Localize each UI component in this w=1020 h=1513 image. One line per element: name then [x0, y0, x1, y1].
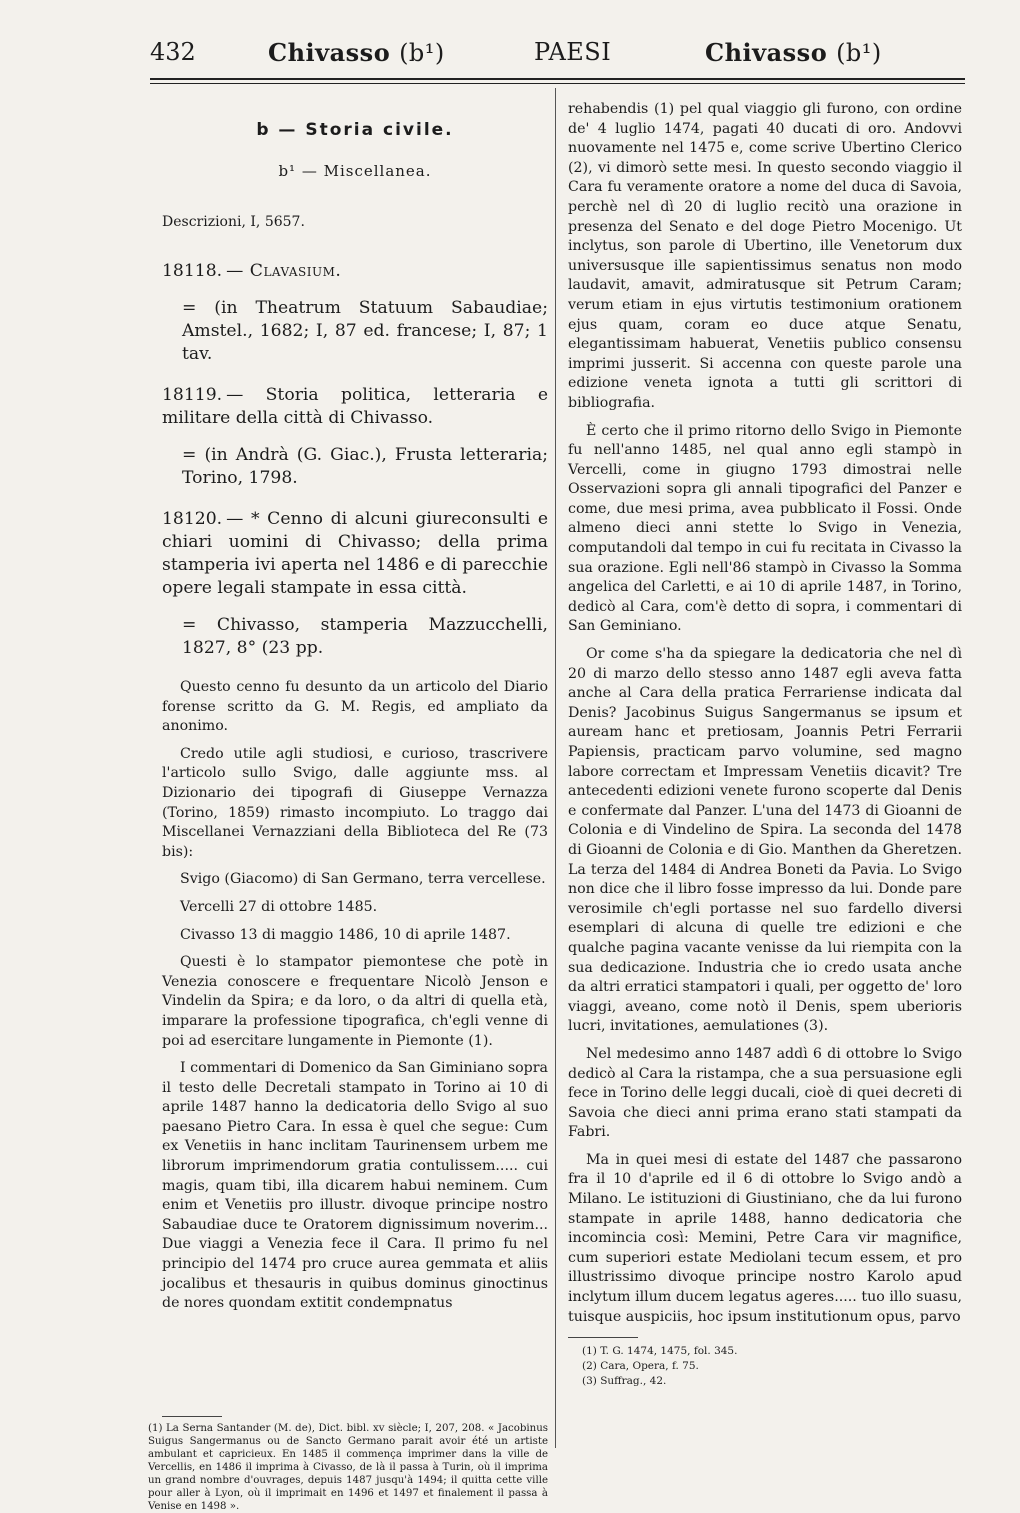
footnote-left: (1) La Serna Santander (M. de), Dict. bibl. xv siècle; I, 207, 208. « Jacobinus Suigus Sangermanus ou de Sancto Germano parait avoir été un artiste ambulant et capricieux. En 1485 il commença imprimer dans la ville de Vercellis, en 1486 il imprima à Civasso, de là il passa à Turin, où il imprima un grand nombre d'ouvrages, depuis 1487 jusqu'à 1494; il quitta cette ville pour aller à Lyon, où il imprimait en 1496 et 1497 et finalement il passa à Venise en 1498 ».: [148, 1423, 548, 1512]
paragraph: Civasso 13 di maggio 1486, 10 di aprile 1487.: [180, 926, 511, 943]
paragraph-svigo-heading: Svigo (Giacomo) di San Germano, terra vercellese.: [180, 871, 546, 888]
paragraph: Vercelli 27 di ottobre 1485.: [180, 898, 378, 915]
paragraph: I commentari di Domenico da San Giminiano sopra il testo delle Decretali stampato in Torino ai 10 di aprile 1487 hanno la dedicatoria dello Svigo al suo paesano Pietro Cara. In essa è quel che segue: Cum ex Venetiis in hanc inclitam Taurinensem urbem me librorum imprimendorum gratia contulissem..... cui magis, quam tibi, illa dicarem habui neminem. Cum enim et Venetiis pro illustr. divoque principe nostro Sabaudiae duce te Oratorem dignissimum noverim... Due viaggi a Venezia fece il Cara. Il primo fu nel principio del 1474 pro cruce aurea gemmata et aliis jocalibus et thesauris in quibus dominus ginoctinus de nores quondam extitit condempnatus: [162, 1060, 548, 1312]
paragraph: È certo che il primo ritorno dello Svigo in Piemonte fu nell'anno 1485, nel qual anno egli stampò in Vercelli, come in giugno 1793 dimostrai nelle Osservazioni sopra gli annali tipografici del Panzer e come, due mesi prima, avea pubblicato il Fossi. Onde almeno dieci anni stette lo Svigo in Venezia, computandoli dal tempo in cui fu recitata in Civasso la sua orazione. Egli nell'86 stampò in Civasso la Somma angelica del Carletti, e ai 10 di aprile 1487, in Torino, dedicò al Cara, com'è detto di sopra, i commentari di San Geminiano.: [568, 422, 962, 635]
paragraph: Ma in quei mesi di estate del 1487 che passarono fra il 10 d'aprile ed il 6 di ottobre lo Svigo andò a Milano. Le istituzioni di Giustiniano, che da lui furono stampate in aprile 1488, hanno dedicatoria che incomincia così: Memini, Petre Cara vir magnifice, cum superiori estate Mediolani tecum essem, et pro illustrissimo divoque principe nostro Karolo apud inclytum illum ducem legatus ageres..... tuo illo suasu, tuisque auspiciis, hoc ipsum institutionum opus, parvo: [568, 1151, 962, 1325]
entry-18120: 18120. — * Cenno di alcuni giureconsulti e chiari uomini di Chivasso; della prima stamperia ivi aperta nel 1486 e di parecchie opere legali stampate in essa città.: [162, 509, 548, 598]
entry-18118-imprint: = (in Theatrum Statuum Sabaudiae; Amstel., 1682; I, 87 ed. francese; I, 87; 1 tav.: [182, 298, 548, 364]
header-rule: [150, 78, 965, 80]
footnote-rule-left: [162, 1416, 222, 1417]
paragraph: Questi è lo stampator piemontese che potè in Venezia conoscere e frequentare Nicolò Jenson e Vindelin da Spira; e da loro, o da altri di quella età, imparare la professione tipografica, ch'egli venne di poi ad esercitare lungamente in Piemonte (1).: [162, 954, 548, 1049]
footnote: (1) T. G. 1474, 1475, fol. 345.: [582, 1345, 738, 1358]
page-number: 432: [150, 38, 196, 66]
paragraph: Nel medesimo anno 1487 addì 6 di ottobre lo Svigo dedicò al Cara la ristampa, che a sua persuasione egli fece in Torino delle leggi ducali, cioè di quei decreti di Savoia che dieci anni prima erano stati stampati da Fabri.: [568, 1045, 962, 1141]
footnote: (2) Cara, Opera, f. 75.: [582, 1360, 699, 1373]
subsection-title: b¹ — Miscellanea.: [278, 162, 432, 180]
paragraph: Credo utile agli studiosi, e curioso, trascrivere l'articolo sullo Svigo, dalle aggiunte mss. al Dizionario dei tipografi di Giuseppe Vernazza (Torino, 1859) rimasto incompiuto. Lo traggo dai Miscellanei Vernazziani della Biblioteca del Re (73 bis):: [162, 745, 548, 860]
entry-18118: 18118. — Clavasium.: [162, 261, 342, 281]
paragraph: rehabendis (1) pel qual viaggio gli furono, con ordine de' 4 luglio 1474, pagati 40 ducati di oro. Andovvi nuovamente nel 1475 e, come scrive Ubertino Clerico (2), vi dimorò sette mesi. In questo secondo viaggio il Cara fu veramente oratore a nome del duca di Savoia, perchè nel dì 20 di luglio recitò una orazione in presenza del Senato e del doge Pietro Mocenigo. Ut inclytus, son parole di Ubertino, ille Venetorum dux universusque ille sapientissimus senatus non modo laudavit, amavit, admiratusque sit Petrum Caram; verum etiam in ejus virtutis testimonium orationem ejus quam, coram eo duce atque Senatu, elegantissimam habuerat, Venetiis publico consensu imprimi jusserit. Si accenna con queste parole una edizione veneta ignota a tutti gli scrittori di bibliografia.: [568, 101, 962, 411]
running-header: [150, 38, 965, 74]
header-center-title: PAESI: [534, 38, 612, 66]
header-left-title: Chivasso (b¹): [268, 38, 445, 67]
section-title: b — Storia civile.: [256, 120, 454, 140]
paragraph: Questo cenno fu desunto da un articolo del Diario forense scritto da G. M. Regis, ed ampliato da anonimo.: [162, 679, 548, 735]
entry-18120-imprint: = Chivasso, stamperia Mazzucchelli, 1827, 8° (23 pp.: [182, 615, 548, 658]
header-rule-thin: [150, 83, 965, 84]
footnote: (3) Suffrag., 42.: [582, 1375, 667, 1388]
footnotes-right: [568, 1344, 962, 1389]
right-column: [568, 100, 962, 1389]
entry-18119-imprint: = (in Andrà (G. Giac.), Frusta letteraria; Torino, 1798.: [182, 445, 548, 488]
left-column: [162, 100, 548, 1322]
footnote-rule: [568, 1337, 638, 1338]
entry-18119: 18119. — Storia politica, letteraria e militare della città di Chivasso.: [162, 385, 548, 428]
header-right-title: Chivasso (b¹): [705, 38, 882, 67]
paragraph: Or come s'ha da spiegare la dedicatoria che nel dì 20 di marzo dello stesso anno 1487 egli aveva fatta anche al Cara della pratica Ferrariense indicata dal Denis? Jacobinus Suigus Sangermanus se ipsum et auream hanc et pretiosam, Joannis Petri Ferrarii Papiensis, practicam parvo volumine, sed magno labore correctam et Impressam Venetiis dicavit? Tre antecedenti edizioni venete furono scoperte dal Denis e confermate dal Panzer. L'una del 1473 di Gioanni de Colonia e di Vindelino de Spira. La seconda del 1478 di Gioanni de Colonia e di Gio. Manthen da Gheretzen. La terza del 1484 di Andrea Boneti da Pavia. Lo Svigo non dice che il libro fosse impresso da lui. Donde pare verosimile ch'egli portasse nel suo fardello diversi esemplari di alcuna di quelle tre edizioni e che qualche pagina vacante venisse da lui riempita con la sua dedicazione. Industria che io credo usata anche da altri erratici stampatori i quali, per oggetto de' loro viaggi, aveano, come notò il Denis, spem uberioris lucri, invitationes, aemulationes (3).: [568, 646, 962, 1035]
descrizioni-ref: Descrizioni, I, 5657.: [162, 214, 305, 230]
column-divider: [555, 88, 556, 1448]
